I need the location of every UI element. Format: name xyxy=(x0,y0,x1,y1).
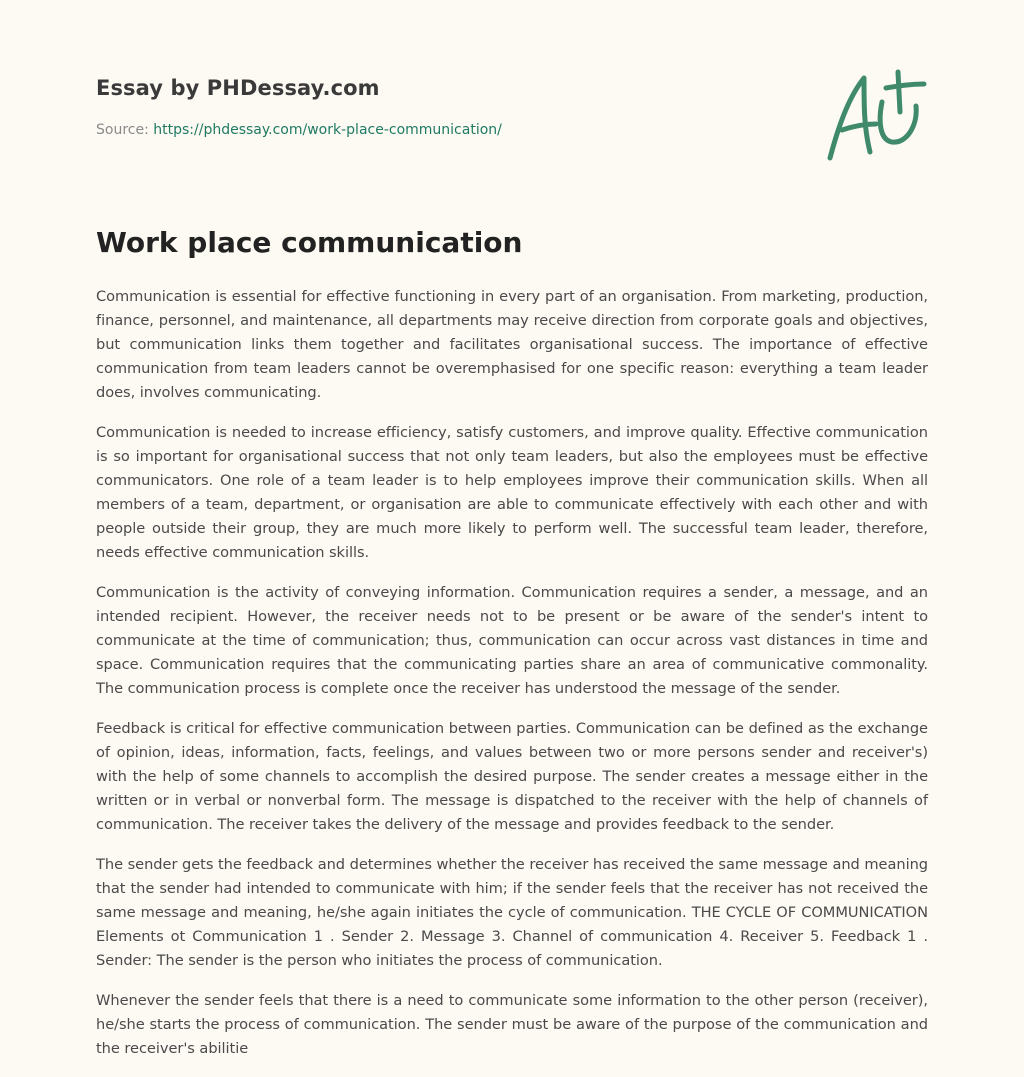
source-label: Source: xyxy=(96,122,154,138)
a-plus-grade-icon xyxy=(820,66,930,166)
page-header xyxy=(96,76,796,138)
source-link[interactable]: https://phdessay.com/work-place-communication/ xyxy=(153,122,502,138)
essay-title: Work place communication xyxy=(96,226,523,259)
paragraph: Communication is needed to increase efficiency, satisfy customers, and improve quality. Effective communication is so important for organisational success that not only team leaders, but also the employees must be effective communicators. One role of a team leader is to help employees improve their communication skills. When all members of a team, department, or organisation are able to communicate effectively with each other and with people outside their group, they are much more likely to perform well. The successful team leader, therefore, needs effective communication skills. xyxy=(96,424,928,561)
source-line xyxy=(96,122,796,138)
paragraph: Communication is the activity of conveying information. Communication requires a sender, a message, and an intended recipient. However, the receiver needs not to be present or be aware of the sender's intent to communicate at the time of communication; thus, communication can occur across vast distances in time and space. Communication requires that the communicating parties share an area of communicative commonality. The communication process is complete once the receiver has understood the message of the sender. xyxy=(96,584,928,697)
site-title: Essay by PHDessay.com xyxy=(96,76,380,100)
essay-body xyxy=(96,285,928,1077)
paragraph: Feedback is critical for effective communication between parties. Communication can be defined as the exchange of opinion, ideas, information, facts, feelings, and values between two or more persons sender and receiver's) with the help of some channels to accomplish the desired purpose. The sender creates a message either in the written or in verbal or nonverbal form. The message is dispatched to the receiver with the help of channels of communication. The receiver takes the delivery of the message and provides feedback to the sender. xyxy=(96,720,928,833)
paragraph: The sender gets the feedback and determines whether the receiver has received the same message and meaning that the sender had intended to communicate with him; if the sender feels that the receiver has not received the same message and meaning, he/she again initiates the cycle of communication. THE CYCLE OF COMMUNICATION Elements ot Communication 1 . Sender 2. Message 3. Channel of communication 4. Receiver 5. Feedback 1 . Sender: The sender is the person who initiates the process of communication. xyxy=(96,856,928,969)
paragraph: Whenever the sender feels that there is a need to communicate some information to the other person (receiver), he/she starts the process of communication. The sender must be aware of the purpose of the communication and the receiver's abilitie xyxy=(96,992,928,1057)
paragraph: Communication is essential for effective functioning in every part of an organisation. From marketing, production, finance, personnel, and maintenance, all departments may receive direction from corporate goals and objectives, but communication links them together and facilitates organisational success. The importance of effective communication from team leaders cannot be overemphasised for one specific reason: everything a team leader does, involves communicating. xyxy=(96,288,928,401)
